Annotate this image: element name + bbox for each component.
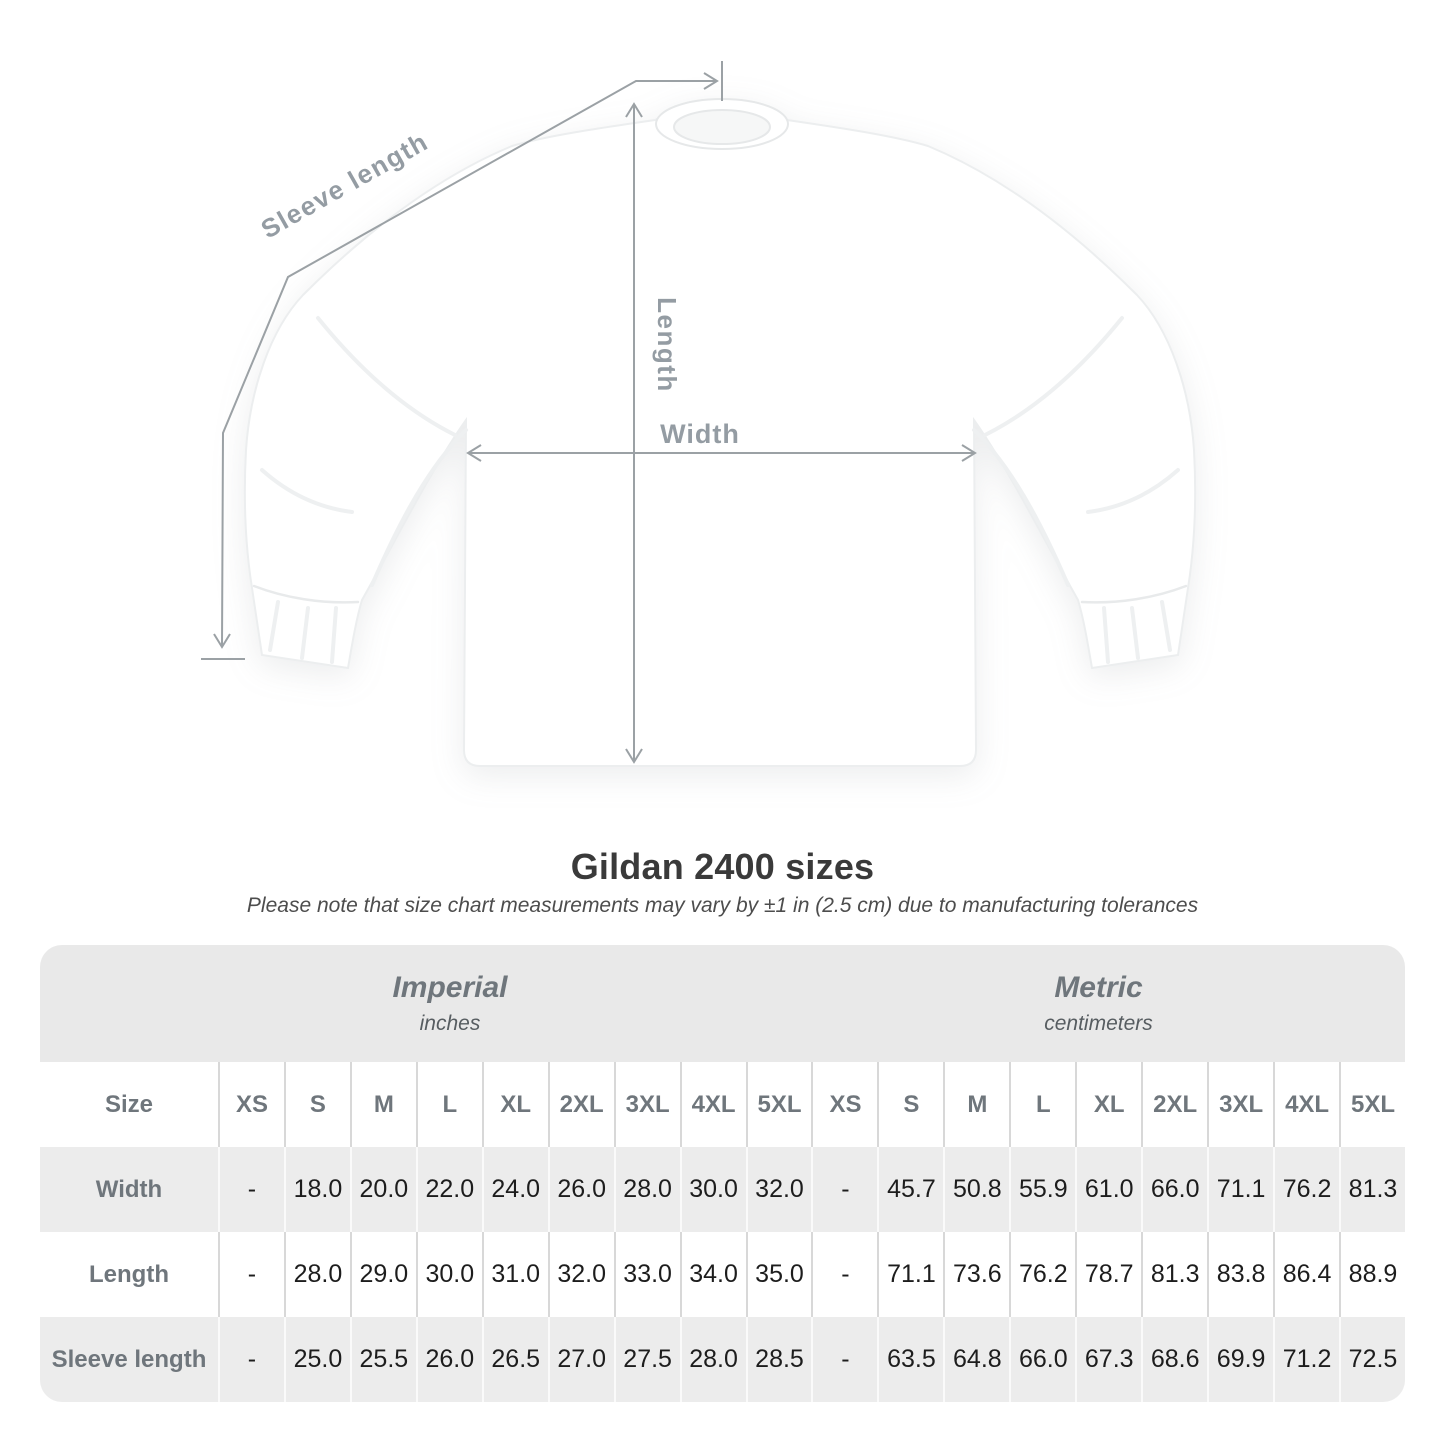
sleeve-length-label: Sleeve length <box>255 126 434 245</box>
imperial-title: Imperial <box>392 971 508 1004</box>
metric-value-cell: 66.0 <box>1141 1147 1207 1232</box>
width-row <box>40 1147 1405 1232</box>
size-col-header-metric: L <box>1009 1062 1075 1147</box>
row-label: Width <box>95 1175 163 1203</box>
row-label: Length <box>89 1260 169 1288</box>
imperial-value-cell: 32.0 <box>746 1147 812 1232</box>
imperial-value-cell: - <box>218 1232 284 1317</box>
collar-opening <box>674 110 770 144</box>
size-col-header-imperial: XS <box>218 1062 284 1147</box>
size-col-header-metric: 5XL <box>1339 1062 1405 1147</box>
length-row <box>40 1232 1405 1317</box>
unit-header-band <box>40 945 1405 1062</box>
imperial-value-cell: 34.0 <box>680 1232 746 1317</box>
metric-value-cell: 55.9 <box>1009 1147 1075 1232</box>
imperial-value-cell: 31.0 <box>482 1232 548 1317</box>
size-col-header-metric: XS <box>811 1062 877 1147</box>
metric-value-cell: 83.8 <box>1207 1232 1273 1317</box>
size-col-header-imperial: S <box>284 1062 350 1147</box>
metric-value-cell: 86.4 <box>1273 1232 1339 1317</box>
metric-value-cell: - <box>811 1232 877 1317</box>
page-title: Gildan 2400 sizes <box>570 846 875 887</box>
metric-value-cell: 71.1 <box>877 1232 943 1317</box>
size-table <box>40 945 1405 1402</box>
row-label: Sleeve length <box>51 1345 207 1373</box>
imperial-value-cell: 32.0 <box>548 1232 614 1317</box>
imperial-value-cell: 27.0 <box>548 1317 614 1402</box>
metric-value-cell: 76.2 <box>1009 1232 1075 1317</box>
metric-value-cell: 69.9 <box>1207 1317 1273 1402</box>
metric-value-cell: 73.6 <box>943 1232 1009 1317</box>
metric-value-cell: 68.6 <box>1141 1317 1207 1402</box>
imperial-value-cell: 25.5 <box>350 1317 416 1402</box>
imperial-value-cell: 33.0 <box>614 1232 680 1317</box>
size-col-header-imperial: M <box>350 1062 416 1147</box>
metric-value-cell: 72.5 <box>1339 1317 1405 1402</box>
metric-unit: centimeters <box>1044 1012 1153 1035</box>
sleeve-length-row <box>40 1317 1405 1402</box>
size-col-header-imperial: 3XL <box>614 1062 680 1147</box>
metric-value-cell: 88.9 <box>1339 1232 1405 1317</box>
size-col-header-metric: S <box>877 1062 943 1147</box>
imperial-value-cell: 28.0 <box>614 1147 680 1232</box>
tolerance-note: Please note that size chart measurements may vary by ±1 in (2.5 cm) due to manufacturing tolerances <box>246 894 1199 917</box>
imperial-unit: inches <box>419 1012 481 1035</box>
length-label: Length <box>652 297 682 393</box>
metric-value-cell: 66.0 <box>1009 1317 1075 1402</box>
imperial-value-cell: - <box>218 1317 284 1402</box>
metric-value-cell: - <box>811 1317 877 1402</box>
imperial-value-cell: 35.0 <box>746 1232 812 1317</box>
imperial-value-cell: 26.5 <box>482 1317 548 1402</box>
imperial-value-cell: 24.0 <box>482 1147 548 1232</box>
imperial-value-cell: 22.0 <box>416 1147 482 1232</box>
size-row-label: Size <box>104 1090 154 1118</box>
metric-value-cell: - <box>811 1147 877 1232</box>
imperial-value-cell: 18.0 <box>284 1147 350 1232</box>
width-label: Width <box>660 419 740 449</box>
size-col-header-metric: XL <box>1075 1062 1141 1147</box>
size-col-header-imperial: XL <box>482 1062 548 1147</box>
metric-value-cell: 78.7 <box>1075 1232 1141 1317</box>
imperial-value-cell: 30.0 <box>416 1232 482 1317</box>
size-col-header-imperial: 4XL <box>680 1062 746 1147</box>
imperial-value-cell: 27.5 <box>614 1317 680 1402</box>
metric-value-cell: 45.7 <box>877 1147 943 1232</box>
metric-value-cell: 71.2 <box>1273 1317 1339 1402</box>
metric-value-cell: 81.3 <box>1141 1232 1207 1317</box>
metric-value-cell: 81.3 <box>1339 1147 1405 1232</box>
size-header-row <box>40 1062 1405 1147</box>
imperial-value-cell: 26.0 <box>548 1147 614 1232</box>
metric-value-cell: 67.3 <box>1075 1317 1141 1402</box>
metric-value-cell: 61.0 <box>1075 1147 1141 1232</box>
metric-value-cell: 76.2 <box>1273 1147 1339 1232</box>
imperial-value-cell: 30.0 <box>680 1147 746 1232</box>
metric-value-cell: 63.5 <box>877 1317 943 1402</box>
imperial-value-cell: 26.0 <box>416 1317 482 1402</box>
imperial-value-cell: 25.0 <box>284 1317 350 1402</box>
metric-value-cell: 50.8 <box>943 1147 1009 1232</box>
size-col-header-metric: M <box>943 1062 1009 1147</box>
size-col-header-metric: 2XL <box>1141 1062 1207 1147</box>
metric-value-cell: 71.1 <box>1207 1147 1273 1232</box>
metric-value-cell: 64.8 <box>943 1317 1009 1402</box>
size-col-header-imperial: L <box>416 1062 482 1147</box>
imperial-value-cell: - <box>218 1147 284 1232</box>
metric-header <box>812 945 1405 1062</box>
imperial-value-cell: 28.0 <box>680 1317 746 1402</box>
imperial-value-cell: 29.0 <box>350 1232 416 1317</box>
imperial-value-cell: 28.5 <box>746 1317 812 1402</box>
metric-title: Metric <box>1054 971 1143 1004</box>
size-col-header-metric: 4XL <box>1273 1062 1339 1147</box>
imperial-value-cell: 28.0 <box>284 1232 350 1317</box>
size-col-header-imperial: 5XL <box>746 1062 812 1147</box>
imperial-value-cell: 20.0 <box>350 1147 416 1232</box>
size-col-header-metric: 3XL <box>1207 1062 1273 1147</box>
size-col-header-imperial: 2XL <box>548 1062 614 1147</box>
imperial-header <box>40 945 812 1062</box>
